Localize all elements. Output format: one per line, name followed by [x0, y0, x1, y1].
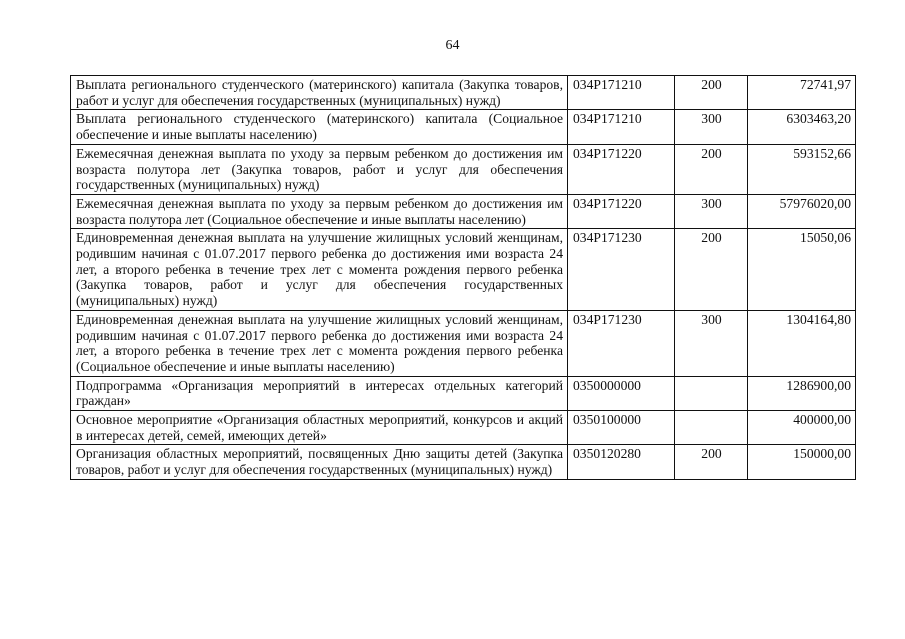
expense-type-cell: 200	[675, 445, 748, 479]
expense-type-cell: 200	[675, 229, 748, 311]
table-row	[71, 76, 856, 110]
expense-type-cell	[675, 376, 748, 410]
table-row	[71, 110, 856, 144]
expense-name-cell: Организация областных мероприятий, посвященных Дню защиты детей (Закупка товаров, работ и услуг для обеспечения государственных (муниципальных) нужд)	[71, 445, 568, 479]
amount-cell: 72741,97	[748, 76, 856, 110]
amount-cell: 57976020,00	[748, 194, 856, 228]
expense-name-cell: Единовременная денежная выплата на улучшение жилищных условий женщинам, родившим начиная с 01.07.2017 первого ребенка до достижения ими возраста 24 лет, а второго ребенка в течение трех лет с момента рождения первого ребенка (Социальное обеспечение и иные выплаты населению)	[71, 310, 568, 376]
table-row	[71, 445, 856, 479]
target-code-cell: 034P171220	[568, 144, 675, 194]
expense-type-cell: 200	[675, 144, 748, 194]
table-row	[71, 376, 856, 410]
table-row	[71, 229, 856, 311]
expense-name-cell: Основное мероприятие «Организация областных мероприятий, конкурсов и акций в интересах детей, семей, имеющих детей»	[71, 411, 568, 445]
target-code-cell: 034P171230	[568, 310, 675, 376]
expense-name-cell: Выплата регионального студенческого (материнского) капитала (Социальное обеспечение и иные выплаты населению)	[71, 110, 568, 144]
amount-cell: 593152,66	[748, 144, 856, 194]
target-code-cell: 034P171230	[568, 229, 675, 311]
expense-name-cell: Единовременная денежная выплата на улучшение жилищных условий женщинам, родившим начиная с 01.07.2017 первого ребенка до достижения ими возраста 24 лет, а второго ребенка в течение трех лет с момента рождения первого ребенка (Закупка товаров, работ и услуг для обеспечения государственных (муниципальных) нужд)	[71, 229, 568, 311]
target-code-cell: 034P171210	[568, 76, 675, 110]
page-number: 64	[445, 38, 460, 53]
expense-type-cell: 300	[675, 194, 748, 228]
amount-cell: 1286900,00	[748, 376, 856, 410]
amount-cell: 6303463,20	[748, 110, 856, 144]
amount-cell: 15050,06	[748, 229, 856, 311]
table-row	[71, 310, 856, 376]
target-code-cell: 0350120280	[568, 445, 675, 479]
table-row	[71, 144, 856, 194]
target-code-cell: 034P171220	[568, 194, 675, 228]
expense-type-cell: 300	[675, 110, 748, 144]
target-code-cell: 0350000000	[568, 376, 675, 410]
expense-type-cell: 300	[675, 310, 748, 376]
target-code-cell: 034P171210	[568, 110, 675, 144]
budget-table	[70, 75, 856, 480]
target-code-cell: 0350100000	[568, 411, 675, 445]
expense-type-cell	[675, 411, 748, 445]
amount-cell: 400000,00	[748, 411, 856, 445]
amount-cell: 1304164,80	[748, 310, 856, 376]
table-row	[71, 411, 856, 445]
expense-name-cell: Ежемесячная денежная выплата по уходу за первым ребенком до достижения им возраста полутора лет (Закупка товаров, работ и услуг для обеспечения государственных (муниципальных) нужд)	[71, 144, 568, 194]
expense-name-cell: Подпрограмма «Организация мероприятий в интересах отдельных категорий граждан»	[71, 376, 568, 410]
table-row	[71, 194, 856, 228]
expense-type-cell: 200	[675, 76, 748, 110]
amount-cell: 150000,00	[748, 445, 856, 479]
expense-name-cell: Выплата регионального студенческого (материнского) капитала (Закупка товаров, работ и услуг для обеспечения государственных (муниципальных) нужд)	[71, 76, 568, 110]
expense-name-cell: Ежемесячная денежная выплата по уходу за первым ребенком до достижения им возраста полутора лет (Социальное обеспечение и иные выплаты населению)	[71, 194, 568, 228]
